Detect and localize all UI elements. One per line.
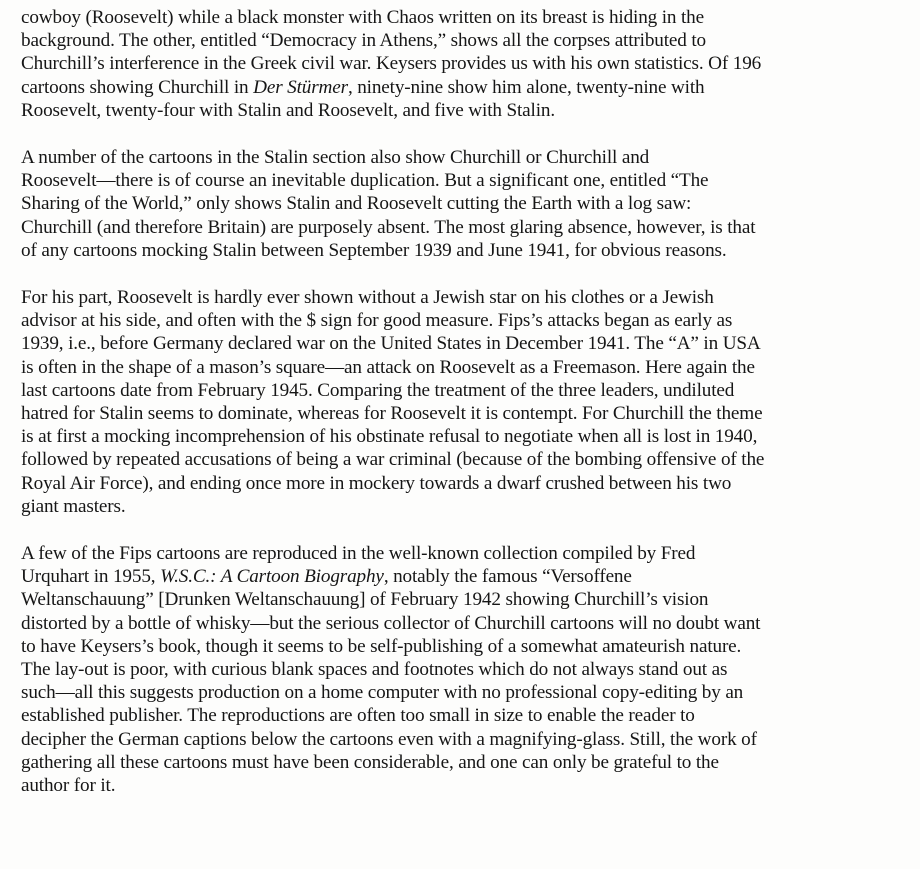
- text-segment: , ninety-nine show him alone, twenty-nine with: [347, 76, 705, 98]
- text-segment: is often in the shape of a mason’s square—an attack on Roosevelt as a Freemason. Here again the: [21, 356, 755, 378]
- text-line: [21, 635, 898, 658]
- text-segment: The lay-out is poor, with curious blank spaces and footnotes which do not always stand out as: [21, 659, 728, 681]
- paragraph: [21, 6, 898, 122]
- text-line: [21, 612, 898, 635]
- text-segment: gathering all these cartoons must have been considerable, and one can only be grateful to the: [21, 751, 719, 773]
- text-line: [21, 542, 898, 565]
- body-text: [21, 6, 898, 797]
- text-line: [21, 588, 898, 611]
- text-segment: advisor at his side, and often with the $ sign for good measure. Fips’s attacks began as early as: [21, 310, 733, 332]
- text-line: [21, 681, 898, 704]
- text-segment: followed by repeated accusations of being a war criminal (because of the bombing offensive of the: [21, 449, 765, 471]
- text-segment: Churchill (and therefore Britain) are purposely absent. The most glaring absence, however, is that: [21, 216, 756, 238]
- text-segment: giant masters.: [21, 495, 126, 517]
- text-line: [21, 332, 898, 355]
- text-segment: A few of the Fips cartoons are reproduced in the well-known collection compiled by Fred: [21, 543, 696, 565]
- text-line: [21, 286, 898, 309]
- text-segment: Royal Air Force), and ending once more in mockery towards a dwarf crushed between his two: [21, 472, 732, 494]
- text-line: [21, 472, 898, 495]
- text-line: [21, 728, 898, 751]
- paragraph: [21, 542, 898, 797]
- text-segment: distorted by a bottle of whisky—but the serious collector of Churchill cartoons will no doubt want: [21, 612, 761, 634]
- text-line: [21, 774, 898, 797]
- text-line: [21, 379, 898, 402]
- paragraph: [21, 286, 898, 518]
- text-line: [21, 76, 898, 99]
- text-segment: cartoons showing Churchill in: [21, 76, 254, 98]
- text-line: [21, 425, 898, 448]
- text-line: [21, 192, 898, 215]
- text-segment: Weltanschauung” [Drunken Weltanschauung] of February 1942 showing Churchill’s vision: [21, 589, 709, 611]
- text-line: [21, 239, 898, 262]
- text-line: [21, 704, 898, 727]
- text-line: [21, 29, 898, 52]
- text-line: [21, 448, 898, 471]
- text-line: [21, 146, 898, 169]
- text-segment: author for it.: [21, 775, 116, 797]
- paragraph: [21, 146, 898, 262]
- text-line: [21, 309, 898, 332]
- text-line: [21, 751, 898, 774]
- text-line: [21, 495, 898, 518]
- text-line: [21, 6, 898, 29]
- text-segment: background. The other, entitled “Democracy in Athens,” shows all the corpses attributed to: [21, 30, 706, 52]
- text-segment: of any cartoons mocking Stalin between September 1939 and June 1941, for obvious reasons.: [21, 239, 727, 261]
- text-segment: Roosevelt, twenty-four with Stalin and Roosevelt, and five with Stalin.: [21, 99, 555, 121]
- text-segment: For his part, Roosevelt is hardly ever shown without a Jewish star on his clothes or a Jewish: [21, 287, 714, 309]
- text-segment: hatred for Stalin seems to dominate, whereas for Roosevelt it is contempt. For Churchill the theme: [21, 403, 763, 425]
- text-line: [21, 52, 898, 75]
- text-segment: Urquhart in 1955,: [21, 566, 161, 588]
- text-line: [21, 565, 898, 588]
- text-segment: is at first a mocking incomprehension of his obstinate refusal to negotiate when all is lost in 1940,: [21, 426, 758, 448]
- text-segment: decipher the German captions below the cartoons even with a magnifying-glass. Still, the work of: [21, 728, 757, 750]
- text-line: [21, 402, 898, 425]
- text-segment: last cartoons date from February 1945. Comparing the treatment of the three leaders, undiluted: [21, 379, 735, 401]
- text-segment: Roosevelt—there is of course an inevitable duplication. But a significant one, entitled “The: [21, 170, 709, 192]
- text-segment: to have Keysers’s book, though it seems to be self-publishing of a somewhat amateurish nature.: [21, 635, 742, 657]
- text-segment: A number of the cartoons in the Stalin section also show Churchill or Churchill and: [21, 147, 650, 169]
- text-segment: such—all this suggests production on a home computer with no professional copy-editing by an: [21, 682, 744, 704]
- text-line: [21, 216, 898, 239]
- text-segment: 1939, i.e., before Germany declared war on the United States in December 1941. The “A” in USA: [21, 333, 761, 355]
- italic-title: Der Stürmer: [253, 76, 348, 98]
- text-segment: cowboy (Roosevelt) while a black monster with Chaos written on its breast is hiding in the: [21, 7, 704, 28]
- text-segment: Churchill’s interference in the Greek civil war. Keysers provides us with his own statistics. Of 196: [21, 53, 762, 75]
- text-segment: established publisher. The reproductions are often too small in size to enable the reader to: [21, 705, 695, 727]
- italic-title: W.S.C.: A Cartoon Biography: [160, 566, 384, 588]
- text-line: [21, 99, 898, 122]
- text-segment: , notably the famous “Versoffene: [383, 566, 632, 588]
- text-line: [21, 658, 898, 681]
- text-segment: Sharing of the World,” only shows Stalin and Roosevelt cutting the Earth with a log saw:: [21, 193, 692, 215]
- text-line: [21, 356, 898, 379]
- text-line: [21, 169, 898, 192]
